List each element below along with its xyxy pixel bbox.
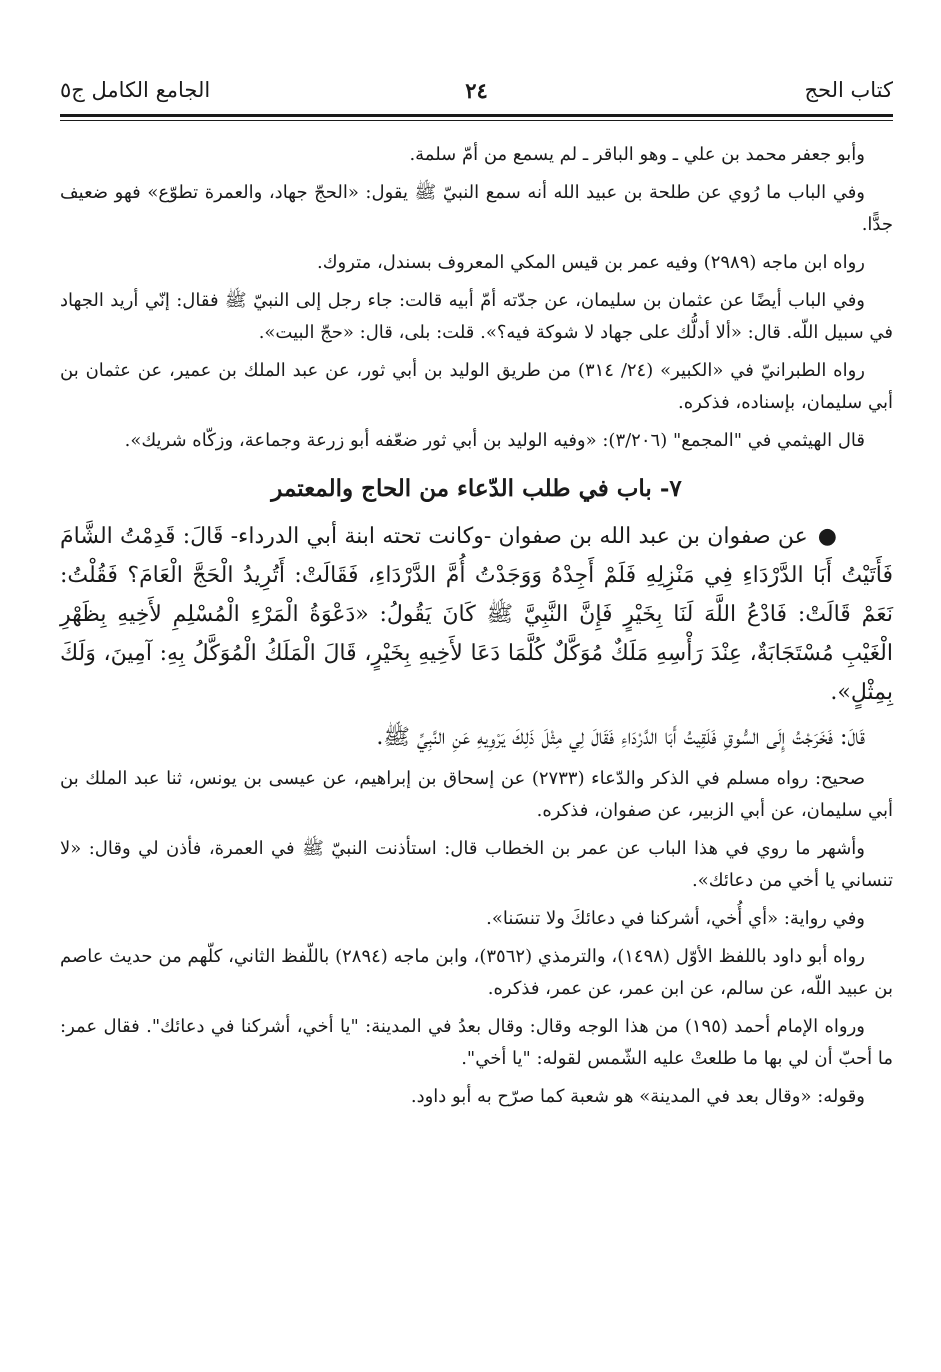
book-section-title: كتاب الحج	[804, 78, 893, 102]
paragraph: قال الهيثمي في "المجمع" (٣/٢٠٦): «وفيه الوليد بن أبي ثور ضعّفه أبو زرعة وجماعة، وزكّاه شريك».	[124, 430, 865, 451]
running-header	[60, 58, 893, 104]
header-rule	[60, 114, 893, 121]
hadith-continuation: قَالَ: فَخَرَجْتُ إِلَى السُّوقِ فَلَقِيتُ أَبَا الدَّرْدَاءِ فَقَالَ لِي مِثْلَ ذَلِكَ يَرْوِيهِ عَنِ النَّبِيِّ ﷺ.	[376, 725, 865, 750]
page-number: ٢٤	[465, 78, 488, 103]
chapter-title: ٧- باب في طلب الدّعاء من الحاج والمعتمر	[271, 475, 682, 502]
paragraph: وأشهر ما روي في هذا الباب عن عمر بن الخطاب قال: استأذنت النبيّ ﷺ في العمرة، فأذن لي وقال: «لا تنساني يا أخي من دعائك».	[60, 838, 893, 891]
paragraph: وفي الباب أيضًا عن عثمان بن سليمان، عن جدّته أمّ أبيه قالت: جاء رجل إلى النبيّ ﷺ فقال: إنّي أريد الجهاد في سبيل اللّه. قال: «ألا أدلُّك على جهاد لا شوكة فيه؟». قلت: بلى، قال: «حجّ البيت».	[60, 290, 893, 343]
volume-title: الجامع الكامل ج٥	[60, 78, 211, 102]
paragraph: رواه أبو داود باللفظ الأوّل (١٤٩٨)، والترمذي (٣٥٦٢)، وابن ماجه (٢٨٩٤) باللّفظ الثاني، كلّهم من حديث عاصم بن عبيد اللّه، عن سالم، عن ابن عمر، عن عمر، فذكره.	[60, 946, 893, 999]
hadith-text	[60, 517, 893, 712]
hadith-body: عن صفوان بن عبد الله بن صفوان -وكانت تحته ابنة أبي الدرداء- قَالَ: قَدِمْتُ الشَّامَ فَأَتَيْتُ أَبَا الدَّرْدَاءِ فِي مَنْزِلِهِ فَلَمْ أَجِدْهُ وَوَجَدْتُ أُمَّ الدَّرْدَاءِ، فَقَالَتْ: أَتُرِيدُ الْحَجَّ الْعَامَ؟ فَقُلْتُ: نَعَمْ قَالَتْ: فَادْعُ اللَّهَ لَنَا بِخَيْرٍ فَإِنَّ النَّبِيَّ ﷺ كَانَ يَقُولُ: «دَعْوَةُ الْمَرْءِ الْمُسْلِمِ لأَخِيهِ بِظَهْرِ الْغَيْبِ مُسْتَجَابَةٌ، عِنْدَ رَأْسِهِ مَلَكٌ مُوَكَّلٌ كُلَّمَا دَعَا لأَخِيهِ بِخَيْرٍ، قَالَ الْمَلَكُ الْمُوَكَّلُ بِهِ: آمِينَ، وَلَكَ بِمِثْلٍ».	[60, 524, 893, 705]
paragraph: وفي رواية: «أي أُخي، أشركنا في دعائكَ ولا تنسَنا».	[486, 908, 865, 929]
paragraph: وقوله: «وقال بعد في المدينة» هو شعبة كما صرّح به أبو داود.	[410, 1086, 865, 1107]
main-text	[60, 139, 893, 1113]
paragraph: صحيح: رواه مسلم في الذكر والدّعاء (٢٧٣٣) عن إسحاق بن إبراهيم، عن عيسى بن يونس، ثنا عبد الملك بن أبي سليمان، عن أبي الزبير، عن صفوان، فذكره.	[60, 768, 893, 821]
paragraph: رواه ابن ماجه (٢٩٨٩) وفيه عمر بن قيس المكي المعروف بسندل، متروك.	[316, 252, 865, 273]
paragraph: وفي الباب ما رُوي عن طلحة بن عبيد الله أنه سمع النبيّ ﷺ يقول: «الحجّ جهاد، والعمرة تطوّع» فهو ضعيف جدًّا.	[60, 182, 893, 235]
bullet-icon: ●	[817, 524, 837, 549]
paragraph: وأبو جعفر محمد بن علي ـ وهو الباقر ـ لم يسمع من أمّ سلمة.	[409, 144, 865, 165]
paragraph: رواه الطبرانيّ في «الكبير» (٢٤/ ٣١٤) من طريق الوليد بن أبي ثور، عن عبد الملك بن عمير، عن عثمان بن أبي سليمان، بإسناده، فذكره.	[60, 360, 893, 413]
paragraph: ورواه الإمام أحمد (١٩٥) من هذا الوجه وقال: وقال بعدُ في المدينة: "يا أخي، أشركنا في دعائك". فقال عمر: ما أحبّ أن لي بها ما طلعتْ عليه الشّمس لقوله: "يا أخي".	[60, 1016, 893, 1069]
book-page	[60, 58, 893, 1119]
